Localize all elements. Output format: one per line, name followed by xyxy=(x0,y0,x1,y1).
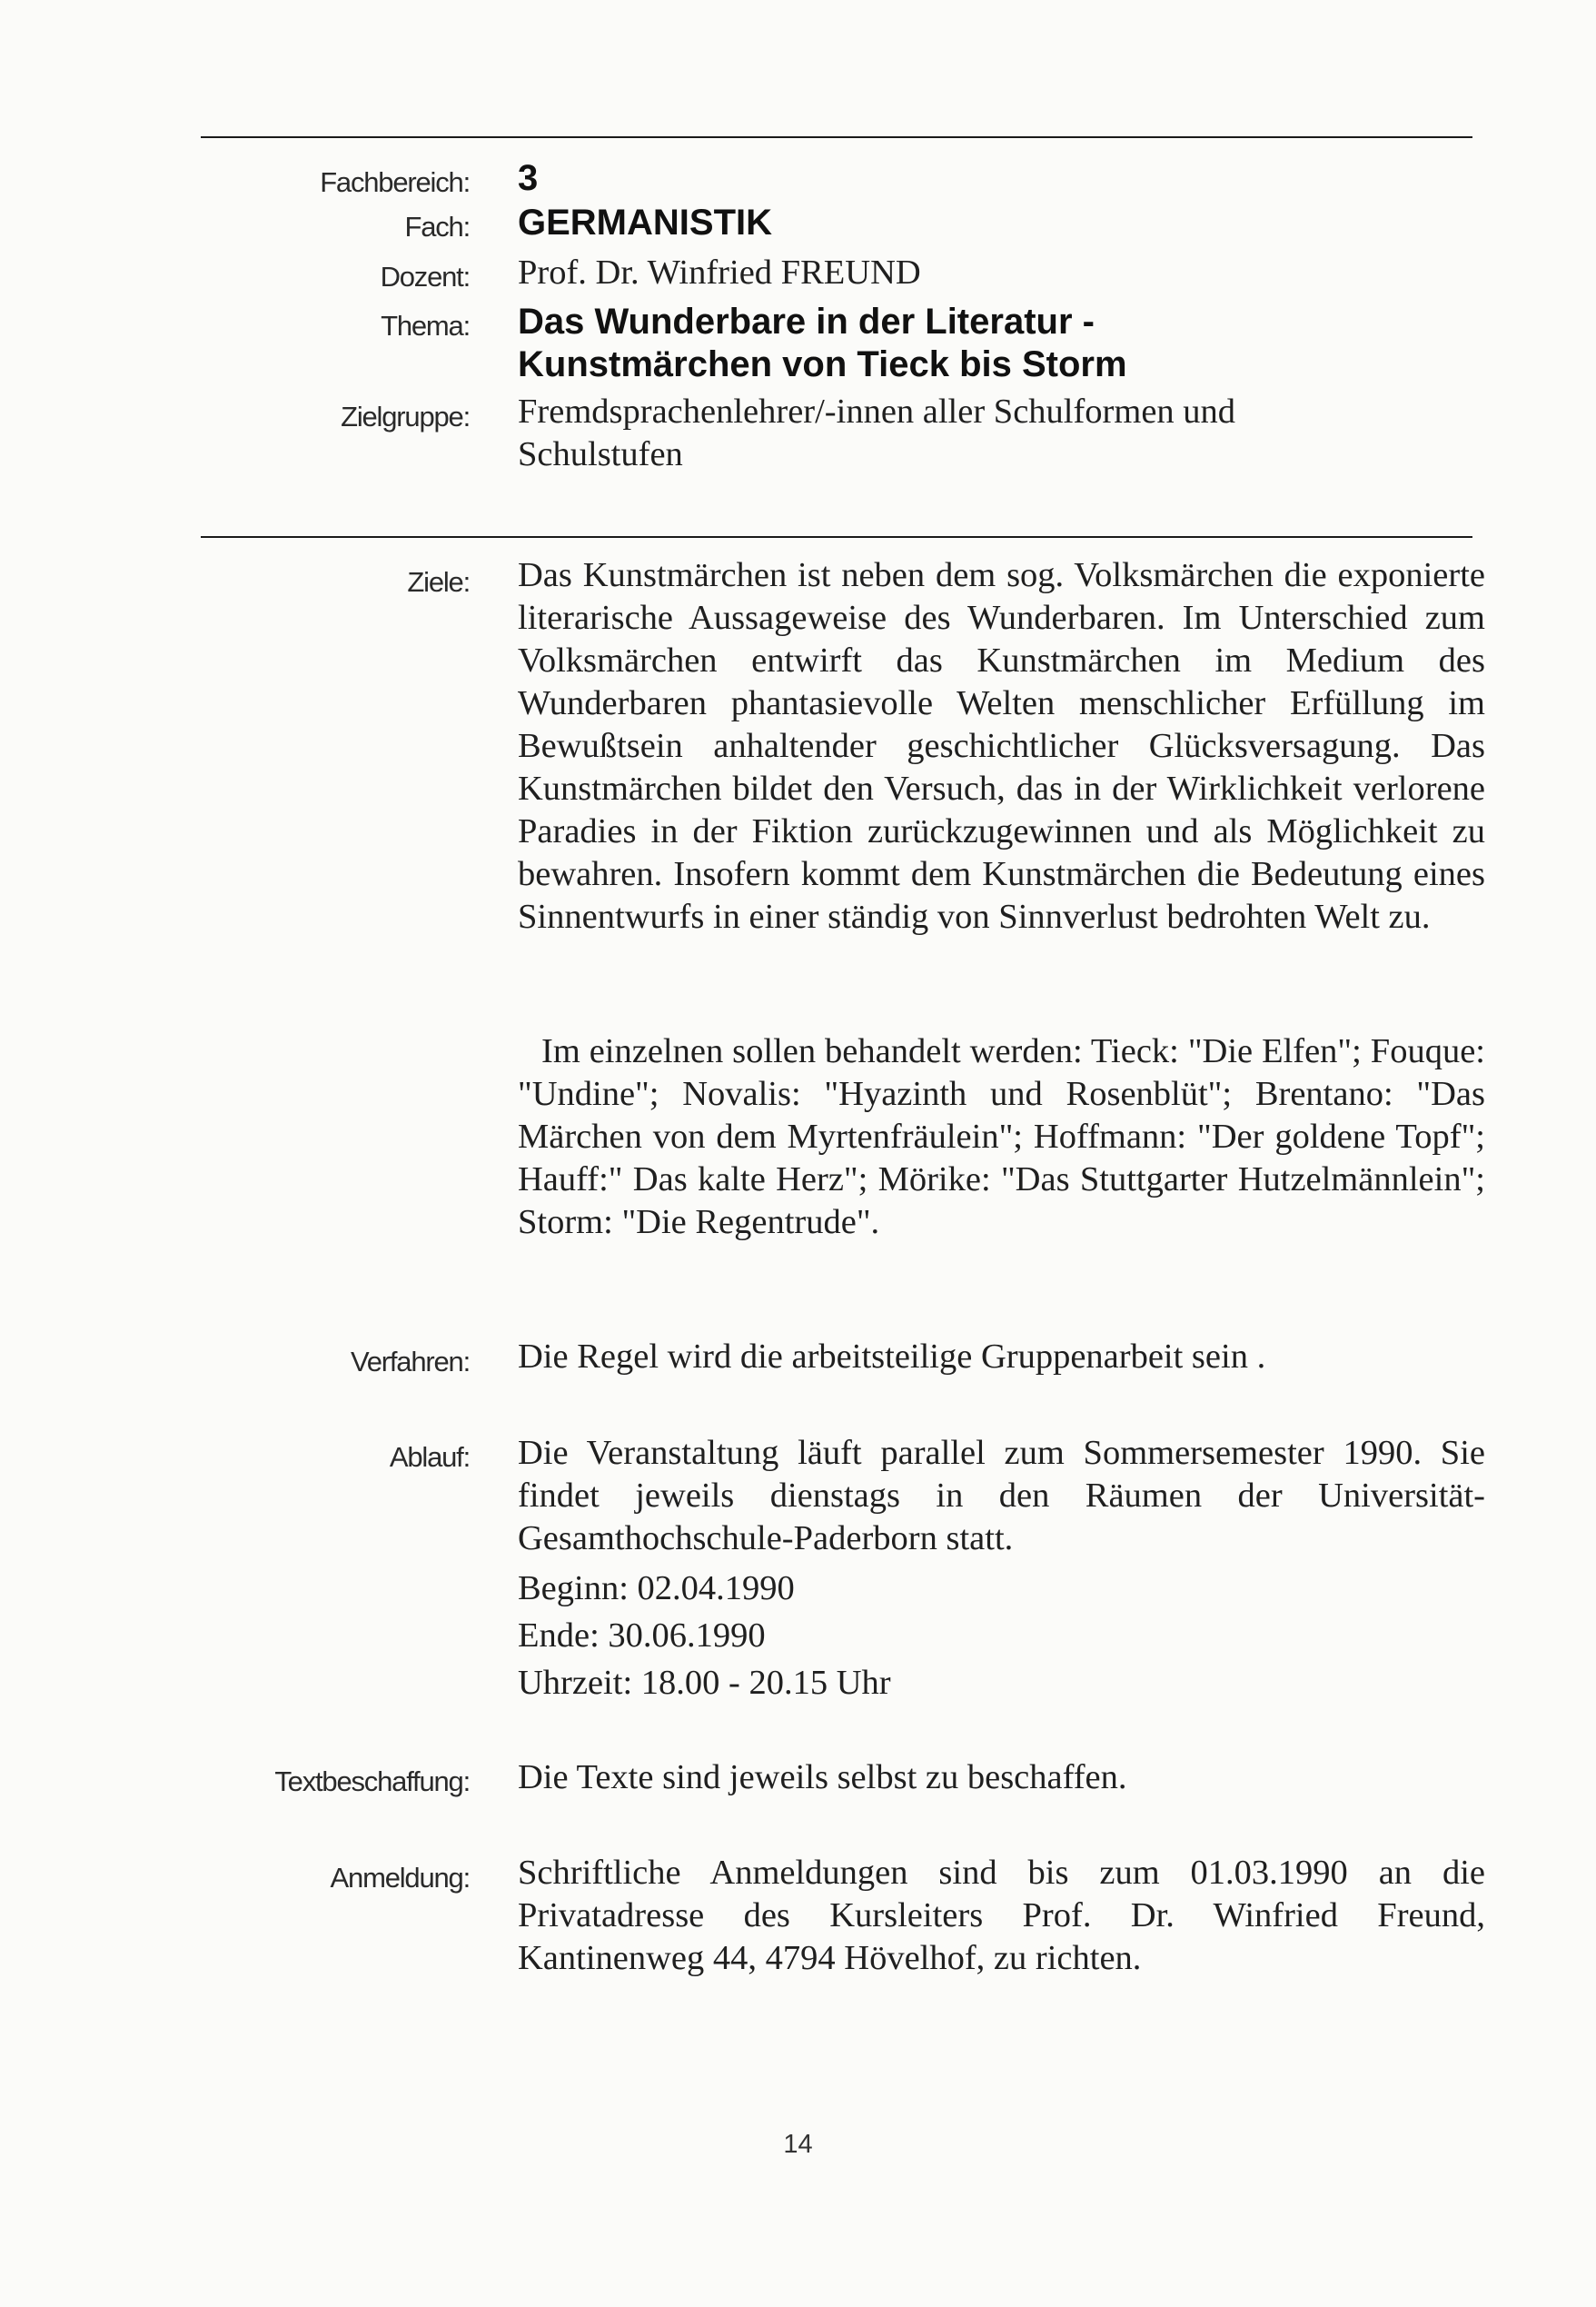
ende-line: Ende: 30.06.1990 xyxy=(518,1616,766,1655)
thema-line-2: Kunstmärchen von Tieck bis Storm xyxy=(518,344,1127,384)
ziele-paragraph-1: Das Kunstmärchen ist neben dem sog. Volksmärchen die exponierte literarische Aussageweise des Wunderbaren. Im Unterschied zum Volksmärchen entwirft das Kunstmärchen im Medium des Wunderbaren phantasievolle Welten menschlicher Erfüllung im Bewußtsein anhaltender geschichtlicher Glücksversagung. Das Kunstmärchen bildet den Versuch, das in der Wirklichkeit verlorene Paradies in der Fiktion zurückzugewinnen und als Möglichkeit zu bewahren. Insofern kommt dem Kunstmärchen die Bedeutung eines Sinnentwurfs in einer ständig von Sinnverlust bedrohten Welt zu. xyxy=(518,556,1485,936)
textbeschaffung-value: Die Texte sind jeweils selbst zu beschaffen. xyxy=(518,1758,1127,1796)
anmeldung-label: Anmeldung: xyxy=(330,1862,470,1894)
verfahren-value: Die Regel wird die arbeitsteilige Gruppenarbeit sein . xyxy=(518,1337,1266,1376)
section-rule xyxy=(201,536,1472,538)
fach-value: GERMANISTIK xyxy=(518,203,772,243)
top-rule xyxy=(201,136,1472,138)
page-number: 14 xyxy=(783,2130,813,2159)
thema-label: Thema: xyxy=(381,310,470,342)
zielgruppe-line-1: Fremdsprachenlehrer/-innen aller Schulformen und xyxy=(518,393,1236,431)
ablauf-paragraph: Die Veranstaltung läuft parallel zum Sommersemester 1990. Sie findet jeweils dienstags in den Räumen der Universität-Gesamthochschule-Paderborn statt. xyxy=(518,1434,1485,1557)
dozent-label: Dozent: xyxy=(380,261,470,293)
zielgruppe-value xyxy=(518,391,1485,476)
zielgruppe-label: Zielgruppe: xyxy=(341,401,470,433)
fachbereich-label: Fachbereich: xyxy=(320,166,470,198)
fachbereich-value: 3 xyxy=(518,158,539,198)
textbeschaffung-label: Textbeschaffung: xyxy=(274,1765,470,1797)
ablauf-label: Ablauf: xyxy=(389,1441,470,1473)
fach-label: Fach: xyxy=(404,211,470,243)
verfahren-label: Verfahren: xyxy=(350,1346,470,1377)
thema-line-1: Das Wunderbare in der Literatur - xyxy=(518,302,1095,342)
beginn-line: Beginn: 02.04.1990 xyxy=(518,1569,795,1607)
thema-value xyxy=(518,301,1485,386)
anmeldung-paragraph: Schriftliche Anmeldungen sind bis zum 01.03.1990 an die Privatadresse des Kursleiters Prof. Dr. Winfried Freund, Kantinenweg 44, 4794 Hövelhof, zu richten. xyxy=(518,1854,1485,1977)
dozent-value: Prof. Dr. Winfried FREUND xyxy=(518,254,921,292)
ziele-paragraph-2: Im einzelnen sollen behandelt werden: Tieck: "Die Elfen"; Fouque: "Undine"; Novalis: "Hyazinth und Rosenblüt"; Brentano: "Das Märchen von dem Myrtenfräulein"; Hoffmann: "Der goldene Topf"; Hauff:" Das kalte Herz"; Mörike: "Das Stuttgarter Hutzelmännlein"; Storm: "Die Regentrude". xyxy=(518,1032,1485,1241)
zielgruppe-line-2: Schulstufen xyxy=(518,435,683,473)
ziele-label: Ziele: xyxy=(407,566,470,598)
uhrzeit-line: Uhrzeit: 18.00 - 20.15 Uhr xyxy=(518,1664,891,1702)
